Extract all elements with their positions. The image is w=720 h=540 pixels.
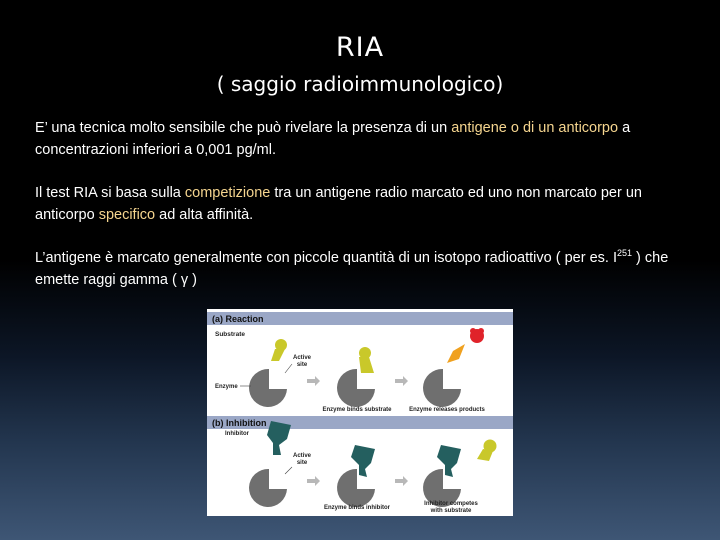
substrate-label: Substrate xyxy=(215,331,245,338)
active-site-label: Active site xyxy=(292,355,312,368)
enzyme-icon xyxy=(249,369,287,407)
arrow-icon xyxy=(307,476,320,486)
product-red-icon xyxy=(470,328,484,343)
bound-substrate-icon xyxy=(359,347,374,373)
enzyme-icon xyxy=(337,369,375,407)
highlight-text: antigene o di un anticorpo xyxy=(451,120,619,136)
enzyme-binds-inhibitor-caption: Enzyme binds inhibitor xyxy=(323,505,391,511)
competing-substrate-icon xyxy=(477,440,497,462)
active-site-label: Active site xyxy=(292,453,312,466)
slide-subtitle: ( saggio radioimmunologico) xyxy=(216,72,504,96)
paragraph-text: L’antigene è marcato generalmente con piccole quantità di un isotopo radioattivo ( per es. I xyxy=(35,250,617,266)
inhibitor-competes-caption: Inhibitor competes with substrate xyxy=(424,501,478,514)
inhibition-title: (b) Inhibition xyxy=(212,418,267,428)
enzyme-binds-substrate-caption: Enzyme binds substrate xyxy=(322,407,392,413)
enzyme-icon xyxy=(249,469,287,507)
paragraph-text: ) che emette raggi gamma ( γ ) xyxy=(35,250,669,288)
paragraph-text: E’ una tecnica molto sensibile che può rivelare la presenza di un xyxy=(35,120,452,136)
paragraph-labeling xyxy=(35,247,695,291)
paragraph-text: Il test RIA si basa sulla xyxy=(35,185,185,201)
inhibitor-icon xyxy=(267,421,291,455)
arrow-icon xyxy=(395,476,408,486)
highlight-text: competizione xyxy=(184,185,271,201)
enzyme-inhibition-figure xyxy=(207,309,513,516)
active-site-pointer xyxy=(285,467,292,474)
enzyme-icon xyxy=(337,469,375,507)
inhibitor-label: Inhibitor xyxy=(225,431,249,437)
product-orange-icon xyxy=(447,344,465,363)
substrate-icon xyxy=(271,339,287,361)
enzyme-label: Enzyme xyxy=(215,384,238,390)
paragraph-text: tra un antigene radio marcato ed uno non marcato per un anticorpo xyxy=(35,185,642,223)
paragraph-text: ad alta affinità. xyxy=(155,207,254,223)
arrow-icon xyxy=(395,376,408,386)
arrow-icon xyxy=(307,376,320,386)
paragraph-definition xyxy=(35,117,695,161)
highlight-text: specifico xyxy=(98,207,156,223)
enzyme-icon xyxy=(423,369,461,407)
paragraph-principle xyxy=(35,182,695,226)
isotope-superscript: 251 xyxy=(616,248,633,259)
paragraph-text: a concentrazioni inferiori a 0,001 pg/ml. xyxy=(35,120,631,158)
active-site-pointer xyxy=(285,364,292,373)
enzyme-releases-products-caption: Enzyme releases products xyxy=(409,407,485,413)
reaction-title: (a) Reaction xyxy=(212,314,264,324)
slide-title: RIA xyxy=(335,32,385,63)
